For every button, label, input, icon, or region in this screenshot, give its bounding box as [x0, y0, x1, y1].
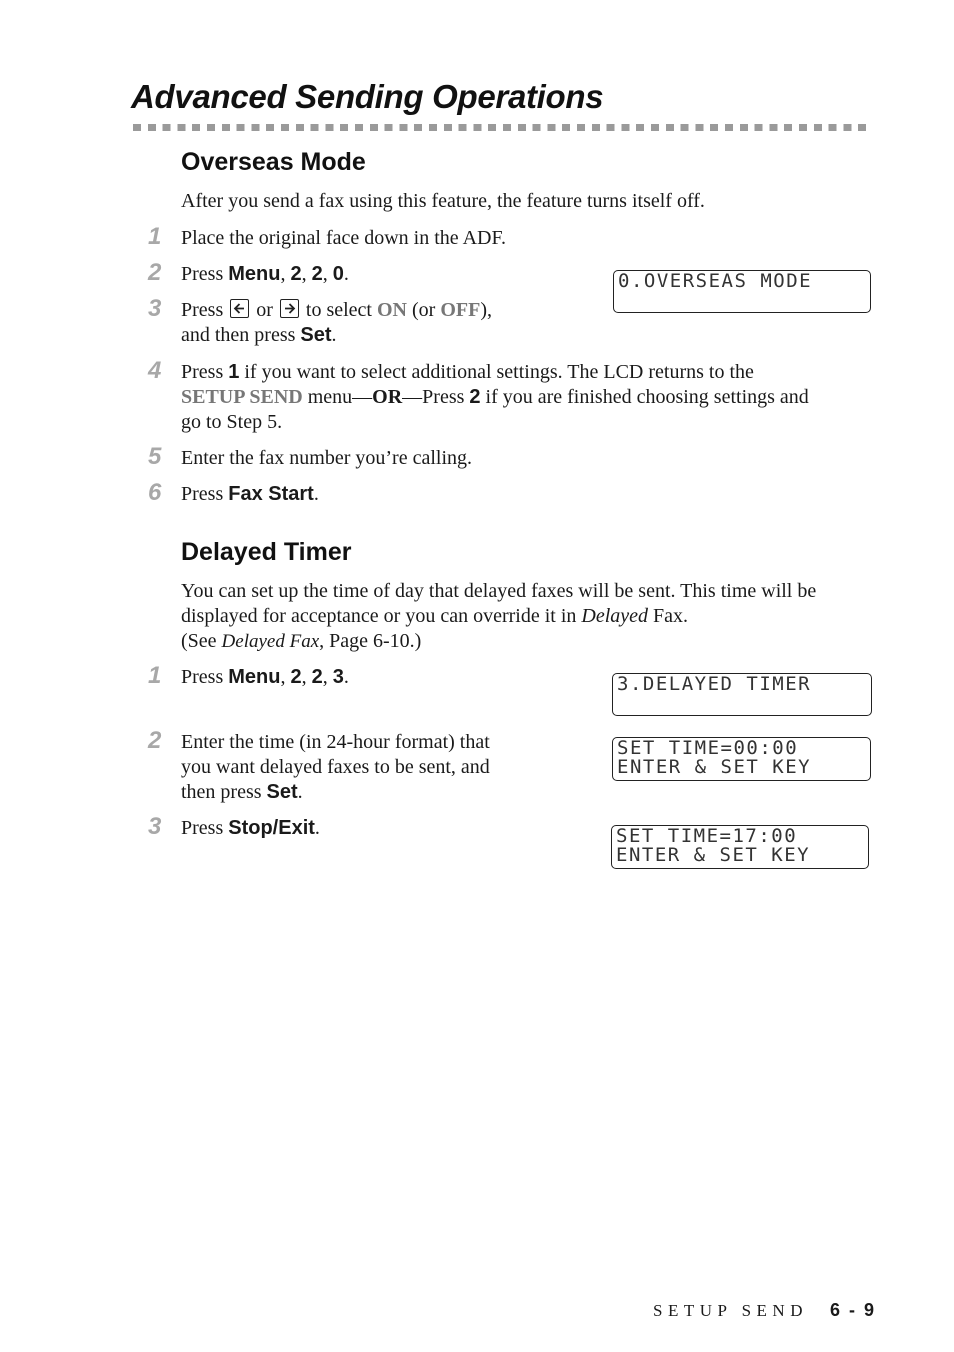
lcd-line-1: 3.DELAYED TIMER — [617, 673, 812, 695]
step-number: 5 — [148, 443, 162, 470]
step-number: 1 — [148, 223, 162, 250]
right-arrow-key-icon — [280, 299, 299, 318]
overseas-mode-heading: Overseas Mode — [181, 148, 366, 176]
step-text: Enter the time (in 24-hour format) that you want delayed faxes to be sent, and then press Set. — [181, 731, 490, 803]
set-key: Set — [266, 781, 298, 803]
lcd-set-time-default — [612, 737, 871, 781]
step-text: Press Menu, 2, 2, 0. — [181, 263, 349, 285]
step-text: Enter the fax number you’re calling. — [181, 447, 472, 469]
step-text: Place the original face down in the ADF. — [181, 227, 506, 249]
stop-exit-key: Stop/Exit — [228, 817, 315, 839]
step-number: 3 — [148, 295, 162, 322]
step-number: 1 — [148, 662, 162, 689]
step-number: 6 — [148, 479, 162, 506]
step-text: Press Menu, 2, 2, 3. — [181, 666, 349, 688]
step-text: Press 1 if you want to select additional settings. The LCD returns to the SETUP SEND menu—OR—Press 2 if you are finished choosing settings and go to Step 5. — [181, 361, 809, 433]
delayed-timer-heading: Delayed Timer — [181, 538, 352, 566]
step-text: Press Fax Start. — [181, 483, 319, 505]
lcd-line-2: ENTER & SET KEY — [616, 844, 811, 866]
page-footer — [653, 1300, 876, 1321]
step-text: Press or to select ON (or OFF), and then press Set. — [181, 299, 492, 346]
footer-section-label: SETUP SEND — [653, 1301, 808, 1320]
lcd-line-1: SET TIME=17:00 — [616, 825, 798, 847]
menu-key: Menu — [228, 263, 281, 285]
lcd-line-1: SET TIME=00:00 — [617, 737, 799, 759]
set-key: Set — [300, 324, 332, 346]
fax-start-key: Fax Start — [228, 483, 314, 505]
delayed-intro: You can set up the time of day that delayed faxes will be sent. This time will be displayed for acceptance or you can override it in Delayed Fax. (See Delayed Fax, Page 6-10.) — [181, 580, 817, 652]
step-number: 2 — [148, 259, 162, 286]
step-number: 3 — [148, 813, 162, 840]
overseas-intro: After you send a fax using this feature, the feature turns itself off. — [181, 190, 705, 212]
lcd-delayed-timer — [612, 673, 872, 716]
title-dotted-rule — [133, 124, 873, 131]
step-number: 2 — [148, 727, 162, 754]
page-title: Advanced Sending Operations — [131, 78, 604, 115]
step-number: 4 — [148, 357, 162, 384]
lcd-overseas-mode — [613, 270, 871, 313]
lcd-line-2: ENTER & SET KEY — [617, 756, 812, 778]
footer-page-number: 6 - 9 — [829, 1300, 876, 1320]
left-arrow-key-icon — [230, 299, 249, 318]
lcd-set-time-entered — [611, 825, 869, 869]
lcd-line-1: 0.OVERSEAS MODE — [618, 270, 813, 292]
step-text: Press Stop/Exit. — [181, 817, 320, 839]
